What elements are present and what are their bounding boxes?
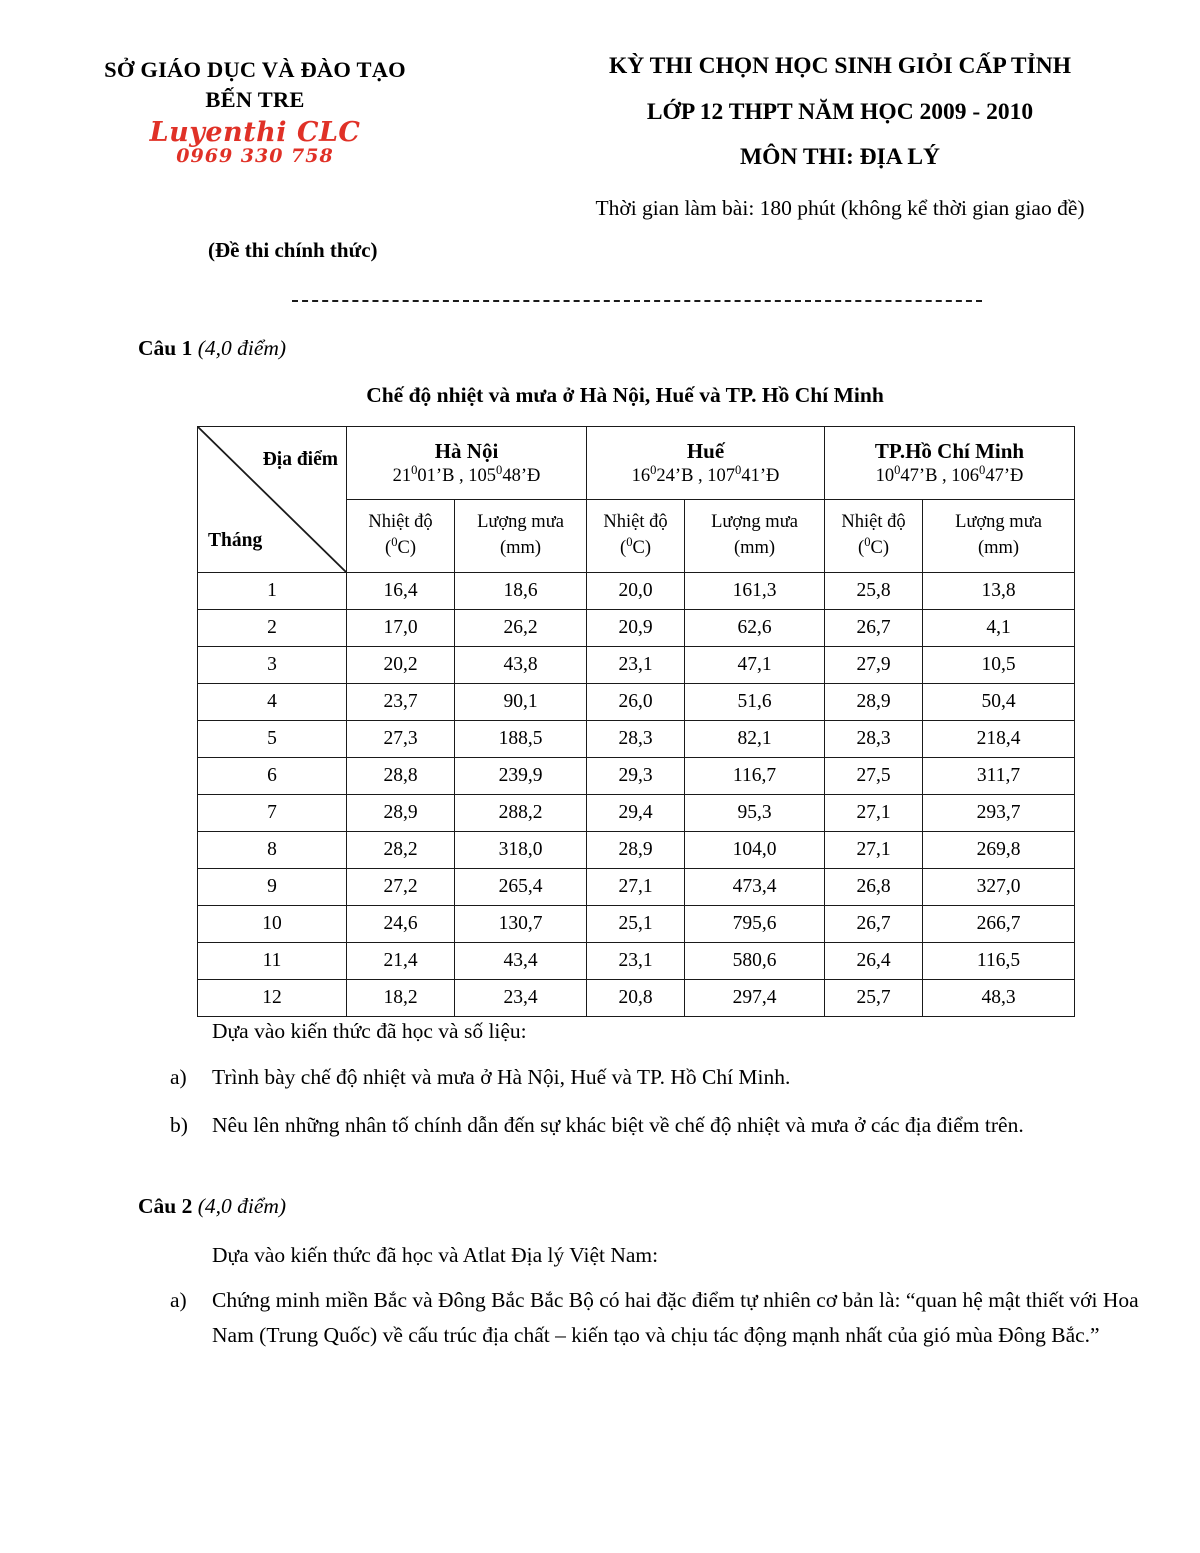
data-cell: 47,1 <box>685 647 825 684</box>
exam-title-line1: KỲ THI CHỌN HỌC SINH GIỎI CẤP TỈNH <box>608 53 1072 79</box>
data-cell: 43,8 <box>455 647 587 684</box>
data-cell: 23,1 <box>587 647 685 684</box>
data-cell: 218,4 <box>923 721 1075 758</box>
question-1-intro: Dựa vào kiến thức đã học và số liệu: <box>212 1019 527 1043</box>
data-cell: 27,1 <box>825 832 923 869</box>
data-cell: 13,8 <box>923 573 1075 610</box>
question-1-points: (4,0 điểm) <box>197 336 287 360</box>
data-cell: 27,1 <box>587 869 685 906</box>
data-cell: 26,0 <box>587 684 685 721</box>
data-cell: 327,0 <box>923 869 1075 906</box>
data-cell: 18,2 <box>347 980 455 1017</box>
data-cell: 20,2 <box>347 647 455 684</box>
month-label-cell: 6 <box>198 758 347 795</box>
data-cell: 161,3 <box>685 573 825 610</box>
department-name-line2: BẾN TRE <box>205 86 305 112</box>
data-cell: 62,6 <box>685 610 825 647</box>
table-row <box>198 758 1075 795</box>
city-coord-hanoi: $21^001’B$ , $105^048’Đ$ <box>392 462 541 486</box>
table-header-row-cities <box>198 427 1075 500</box>
data-cell: 28,3 <box>587 721 685 758</box>
data-cell: 318,0 <box>455 832 587 869</box>
section-divider <box>292 300 982 302</box>
col-header-temp-hcmc: Nhiệt độ ($^0$C) <box>825 500 923 573</box>
data-cell: 27,3 <box>347 721 455 758</box>
page-header <box>0 55 1200 221</box>
data-cell: 293,7 <box>923 795 1075 832</box>
month-label-cell: 1 <box>198 573 347 610</box>
data-cell: 82,1 <box>685 721 825 758</box>
item-marker-b: b) <box>170 1113 188 1137</box>
city-header-hcmc <box>825 427 1075 500</box>
city-header-hanoi <box>347 427 587 500</box>
city-name-hue: Huế <box>686 438 725 463</box>
logo-brand-text: Luyenthi CLC <box>149 117 361 149</box>
data-cell: 23,1 <box>587 943 685 980</box>
table-row <box>198 795 1075 832</box>
question-2-item-a <box>170 1283 1160 1353</box>
data-cell: 26,4 <box>825 943 923 980</box>
data-cell: 25,8 <box>825 573 923 610</box>
month-label-cell: 12 <box>198 980 347 1017</box>
table-row <box>198 684 1075 721</box>
city-header-hue <box>587 427 825 500</box>
data-cell: 24,6 <box>347 906 455 943</box>
official-exam-note: (Đề thi chính thức) <box>208 238 378 262</box>
item-text-q2a: Chứng minh miền Bắc và Đông Bắc Bắc Bộ có hai đặc điểm tự nhiên cơ bản là: “quan hệ mật thiết với Hoa Nam (Trung Quốc) về cấu trúc địa chất – kiến tạo và chịu tác động mạnh nhất của gió mùa Đông Bắc.” <box>212 1288 1139 1347</box>
city-coord-hcmc: $10^047’B$ , $106^047’Đ$ <box>875 462 1024 486</box>
data-cell: 580,6 <box>685 943 825 980</box>
month-label-cell: 7 <box>198 795 347 832</box>
item-marker-q2a: a) <box>170 1288 187 1312</box>
logo-phone-number: 0969 330 758 <box>176 145 334 168</box>
month-label-cell: 4 <box>198 684 347 721</box>
data-cell: 20,8 <box>587 980 685 1017</box>
data-cell: 4,1 <box>923 610 1075 647</box>
data-cell: 50,4 <box>923 684 1075 721</box>
data-cell: 23,4 <box>455 980 587 1017</box>
month-label-cell: 5 <box>198 721 347 758</box>
data-cell: 48,3 <box>923 980 1075 1017</box>
data-cell: 116,7 <box>685 758 825 795</box>
climate-table-wrapper <box>197 426 1075 1017</box>
data-cell: 26,8 <box>825 869 923 906</box>
data-cell: 90,1 <box>455 684 587 721</box>
question-1-heading <box>138 336 286 361</box>
data-cell: 27,5 <box>825 758 923 795</box>
data-cell: 28,3 <box>825 721 923 758</box>
table-row <box>198 721 1075 758</box>
corner-label-place: Địa điểm <box>262 449 338 470</box>
data-cell: 188,5 <box>455 721 587 758</box>
data-cell: 26,7 <box>825 906 923 943</box>
col-header-rain-hanoi: Lượng mưa (mm) <box>455 500 587 573</box>
table-row <box>198 906 1075 943</box>
data-cell: 20,0 <box>587 573 685 610</box>
header-left-block <box>0 55 490 221</box>
table-corner-cell <box>198 427 347 573</box>
climate-data-table <box>197 426 1075 1017</box>
item-marker-a: a) <box>170 1065 187 1089</box>
data-cell: 17,0 <box>347 610 455 647</box>
header-right-block <box>490 55 1190 221</box>
data-cell: 104,0 <box>685 832 825 869</box>
data-cell: 51,6 <box>685 684 825 721</box>
data-cell: 795,6 <box>685 906 825 943</box>
data-cell: 10,5 <box>923 647 1075 684</box>
data-cell: 28,9 <box>825 684 923 721</box>
data-cell: 288,2 <box>455 795 587 832</box>
question-2-points: (4,0 điểm) <box>197 1194 287 1218</box>
month-label-cell: 11 <box>198 943 347 980</box>
table-row <box>198 610 1075 647</box>
data-cell: 27,9 <box>825 647 923 684</box>
data-cell: 95,3 <box>685 795 825 832</box>
table-row <box>198 573 1075 610</box>
question-2-number: Câu 2 <box>138 1194 193 1218</box>
table-row <box>198 943 1075 980</box>
table-row <box>198 647 1075 684</box>
table-row <box>198 980 1075 1017</box>
col-header-rain-hue: Lượng mưa (mm) <box>685 500 825 573</box>
data-cell: 239,9 <box>455 758 587 795</box>
exam-title-line2: LỚP 12 THPT NĂM HỌC 2009 - 2010 <box>646 98 1034 125</box>
data-cell: 29,3 <box>587 758 685 795</box>
data-cell: 116,5 <box>923 943 1075 980</box>
data-cell: 25,1 <box>587 906 685 943</box>
data-cell: 18,6 <box>455 573 587 610</box>
col-header-temp-hue: Nhiệt độ ($^0$C) <box>587 500 685 573</box>
data-cell: 311,7 <box>923 758 1075 795</box>
data-cell: 23,7 <box>347 684 455 721</box>
climate-table-body <box>198 573 1075 1017</box>
question-1-item-a <box>170 1060 1150 1095</box>
data-cell: 28,2 <box>347 832 455 869</box>
question-2-heading <box>138 1194 286 1219</box>
month-label-cell: 3 <box>198 647 347 684</box>
city-coord-hue: $16^024’B$ , $107^041’Đ$ <box>631 462 780 486</box>
table-title: Chế độ nhiệt và mưa ở Hà Nội, Huế và TP. Hồ Chí Minh <box>366 383 884 407</box>
data-cell: 26,7 <box>825 610 923 647</box>
data-cell: 473,4 <box>685 869 825 906</box>
data-cell: 130,7 <box>455 906 587 943</box>
data-cell: 28,9 <box>347 795 455 832</box>
logo <box>20 119 490 166</box>
data-cell: 28,8 <box>347 758 455 795</box>
corner-label-month: Tháng <box>208 530 263 551</box>
col-header-rain-hcmc: Lượng mưa (mm) <box>923 500 1075 573</box>
month-label-cell: 8 <box>198 832 347 869</box>
table-row <box>198 869 1075 906</box>
data-cell: 269,8 <box>923 832 1075 869</box>
item-text-b: Nêu lên những nhân tố chính dẫn đến sự khác biệt về chế độ nhiệt và mưa ở các địa điểm trên. <box>212 1113 1024 1137</box>
table-row <box>198 832 1075 869</box>
item-text-a: Trình bày chế độ nhiệt và mưa ở Hà Nội, Huế và TP. Hồ Chí Minh. <box>212 1065 791 1089</box>
city-name-hanoi: Hà Nội <box>434 438 499 463</box>
question-2-intro: Dựa vào kiến thức đã học và Atlat Địa lý Việt Nam: <box>212 1243 659 1267</box>
month-label-cell: 10 <box>198 906 347 943</box>
data-cell: 27,1 <box>825 795 923 832</box>
data-cell: 266,7 <box>923 906 1075 943</box>
department-name-line1: SỞ GIÁO DỤC VÀ ĐÀO TẠO <box>104 57 406 82</box>
exam-title-line3: MÔN THI: ĐỊA LÝ <box>740 144 940 170</box>
exam-duration: Thời gian làm bài: 180 phút (không kể thời gian giao đề) <box>595 195 1085 220</box>
data-cell: 21,4 <box>347 943 455 980</box>
city-name-hcmc: TP.Hồ Chí Minh <box>874 438 1025 463</box>
data-cell: 265,4 <box>455 869 587 906</box>
data-cell: 16,4 <box>347 573 455 610</box>
month-label-cell: 2 <box>198 610 347 647</box>
data-cell: 26,2 <box>455 610 587 647</box>
data-cell: 28,9 <box>587 832 685 869</box>
col-header-temp-hanoi: Nhiệt độ ($^0$C) <box>347 500 455 573</box>
data-cell: 27,2 <box>347 869 455 906</box>
data-cell: 297,4 <box>685 980 825 1017</box>
data-cell: 43,4 <box>455 943 587 980</box>
data-cell: 25,7 <box>825 980 923 1017</box>
month-label-cell: 9 <box>198 869 347 906</box>
question-1-number: Câu 1 <box>138 336 193 360</box>
data-cell: 20,9 <box>587 610 685 647</box>
question-1-item-b <box>170 1108 1160 1143</box>
data-cell: 29,4 <box>587 795 685 832</box>
